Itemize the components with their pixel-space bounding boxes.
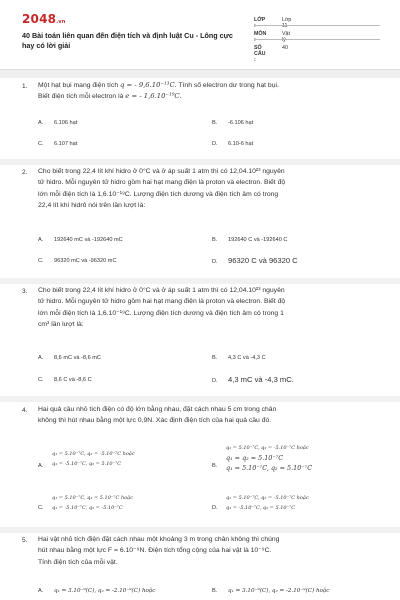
question-separator xyxy=(0,278,400,284)
answer-option-d[interactable]: D. 96320 C và 96320 C xyxy=(212,256,298,265)
site-logo[interactable]: 2048.vn xyxy=(22,12,66,26)
option-formula: q₁ = 5.10⁻⁷C, q₂ = -5.10⁻⁷C hoặc q₁ = -5.10⁻⁷C, q₂ = 5.10⁻⁷C xyxy=(52,451,135,467)
question-separator xyxy=(0,159,400,165)
question-number: 1. xyxy=(22,83,28,90)
header-divider xyxy=(0,69,400,78)
answer-option-a[interactable]: A. 8,6 mC và -8,6 mC xyxy=(38,355,101,361)
option-formula: q₁ = 5.10⁻⁷C, q₂ = 5.10⁻⁷C hoặc q₁ = -5.10⁻⁷C, q₂ = -5.10⁻⁷C xyxy=(52,495,133,511)
question-text: Cho biết trong 22,4 lít khí hidro ở 0°C và ở áp suất 1 atm thì có 12,04.10²³ nguyên tử hidro. Mỗi nguyên tử hidro gồm hai hạt mang điện là proton và electron. Biết độ lớn mỗi điện tích là 1,6.10⁻¹⁹C. Lượng điện tích dương và điện tích âm có trong 22,4 lít khí hidrô nói trên lần lượt là: xyxy=(38,168,286,210)
document-title: 40 Bài toán liên quan đến điện tích và định luật Cu - Lông cực hay có lời giải xyxy=(22,31,233,50)
answer-option-c[interactable]: C. 8,6 C và -8,6 C xyxy=(38,377,92,383)
document-header: 2048.vn 40 Bài toán liên quan đến điện tích và định luật Cu - Lông cực hay có lời giải LỚP : Lớp 11 MÔN : Vật lý SỐ CÂU : 40 xyxy=(0,0,400,60)
answer-option-c[interactable]: C. 96320 mC và -96320 mC xyxy=(38,258,117,264)
option-formula: q₁ = 5.10⁻⁷C, q₂ = -5.10⁻⁷C hoặc q₁ = q₂ = 5.10⁻⁷C q₁ = 5.10⁻⁷C, q₂ = 5.10⁻⁷C xyxy=(226,445,313,472)
question-text: Một hạt bụi mang điện tích q = - 9,6.10⁻¹³C. Tính số electron dư trong hạt bụi. Biết điện tích mỗi electron là e = - 1,6.10⁻¹⁹C. xyxy=(38,81,279,101)
question-number: 5. xyxy=(22,537,28,544)
question-number: 2. xyxy=(22,169,28,176)
question-text: Hai quả cầu nhỏ tích điện có độ lớn bằng nhau, đặt cách nhau 5 cm trong chân không thì hút nhau bằng một lực 0,9N. Xác định điện tích của hai quả cầu đó. xyxy=(38,406,277,425)
option-formula: q₁ = 5.10⁻⁷C, q₂ = -5.10⁻⁷C hoặc q₁ = -5.10⁻⁷C, q₂ = 5.10⁻⁷C xyxy=(226,495,309,511)
question-text: Hai vật nhỏ tích điện đặt cách nhau một khoảng 3 m trong chân không thì chúng hút nhau bằng một lực F = 6.10⁻⁹N. Điện tích tổng cộng của hai vật là 10⁻⁹C. Tính điện tích của mỗi vật. xyxy=(38,536,280,566)
answer-option-a[interactable]: A. q₁ = 3.10⁻⁹(C), q₂ = -2.10⁻⁹(C) hoặc xyxy=(38,588,156,594)
answer-option-d[interactable]: D. 6.10-6 hạt xyxy=(212,141,254,147)
question-text: Cho biết trong 22,4 lít khí hidro ở 0°C và ở áp suất 1 atm thì có 12,04.10²³ nguyên tử hidro. Mỗi nguyên tử hidro gồm hai hạt mang điện là proton và electron. Biết độ lớn mỗi điện tích là 1,6.10⁻¹⁹C. Lượng điện tích dương và điện tích âm có trong 1 cm³ lần lượt là: xyxy=(38,287,286,329)
answer-option-b[interactable]: B. 4,3 C và -4,3 C xyxy=(212,355,266,361)
answer-option-c[interactable]: C. 6.107 hạt xyxy=(38,141,78,147)
answer-option-d[interactable]: D. 4,3 mC và -4,3 mC. xyxy=(212,375,294,384)
answer-option-b[interactable]: B. q₁ = 3.10⁻⁹(C), q₂ = -2.10⁻⁹(C) hoặc xyxy=(212,588,330,594)
question-number: 3. xyxy=(22,288,28,295)
answer-option-b[interactable]: B. 192640 C và -192640 C xyxy=(212,237,288,243)
question-number: 4. xyxy=(22,407,28,414)
question-separator xyxy=(0,527,400,533)
answer-option-a[interactable]: A. 6.106 hạt xyxy=(38,120,78,126)
answer-option-b[interactable]: B. -6.106 hạt xyxy=(212,120,254,126)
answer-option-a[interactable]: A. 192640 mC và -192640 mC xyxy=(38,237,123,243)
question-separator xyxy=(0,396,400,402)
